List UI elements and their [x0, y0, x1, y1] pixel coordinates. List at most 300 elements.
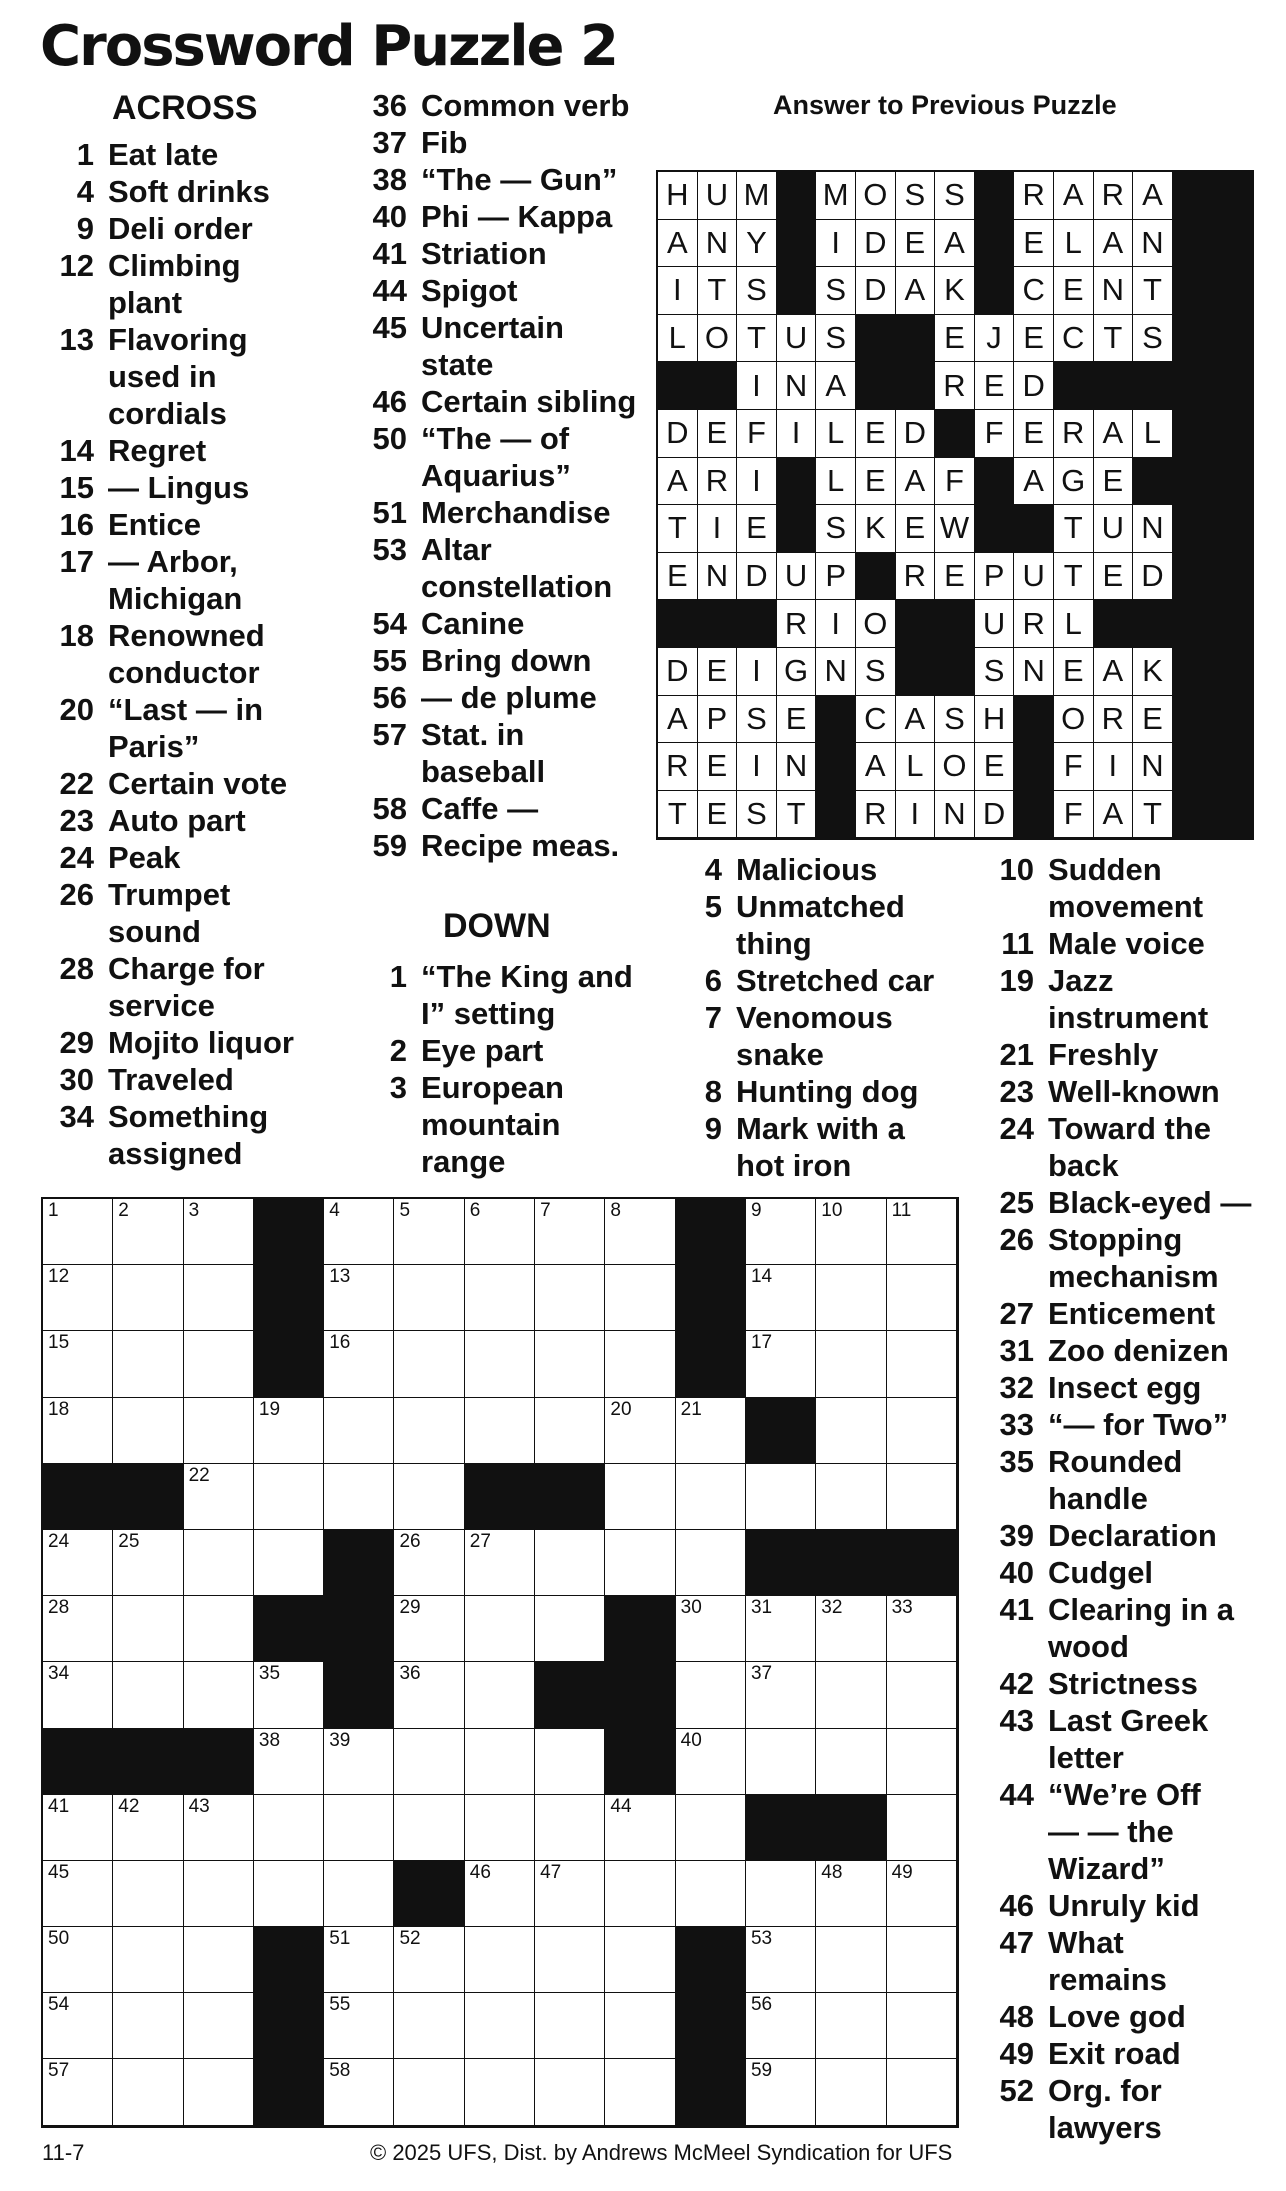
clue-line: [44, 728, 294, 765]
grid-cell[interactable]: [465, 1861, 535, 1927]
clue-text: Mojito liquor: [108, 1025, 294, 1060]
answer-cell: S: [856, 648, 896, 696]
grid-cell[interactable]: [113, 1199, 183, 1265]
clue-line: [672, 1073, 934, 1110]
grid-cell[interactable]: [254, 1729, 324, 1795]
grid-cell[interactable]: [394, 1265, 464, 1331]
answer-black-cell: [1173, 648, 1213, 696]
clue-number: 41: [999, 1592, 1034, 1627]
grid-cell[interactable]: [324, 2059, 394, 2125]
grid-cell[interactable]: [887, 1927, 957, 1993]
grid-cell[interactable]: [324, 1861, 394, 1927]
grid-cell[interactable]: [746, 1331, 816, 1397]
grid-cell[interactable]: [676, 1530, 746, 1596]
clue-number: [357, 457, 407, 494]
grid-cell[interactable]: [43, 2059, 113, 2125]
clue-line: [984, 1369, 1251, 1406]
clue-line: [984, 1998, 1251, 2035]
answer-cell: C: [1014, 267, 1054, 315]
grid-cell[interactable]: [887, 1993, 957, 2059]
grid-cell[interactable]: [676, 1729, 746, 1795]
grid-cell[interactable]: [184, 1927, 254, 1993]
grid-cell[interactable]: [887, 1596, 957, 1662]
grid-cell[interactable]: [746, 1662, 816, 1728]
grid-cell[interactable]: [746, 1199, 816, 1265]
clue-number: 44: [372, 273, 407, 308]
answer-black-cell: [896, 315, 936, 363]
clue-number: 8: [704, 1074, 722, 1109]
grid-cell[interactable]: [254, 1530, 324, 1596]
clue-line: [984, 1184, 1251, 1221]
clue-number: 23: [999, 1074, 1034, 1109]
grid-cell[interactable]: [254, 1662, 324, 1728]
grid-cell[interactable]: [887, 1795, 957, 1861]
answer-black-cell: [658, 600, 698, 648]
answer-cell: D: [737, 553, 777, 601]
grid-cell[interactable]: [324, 1199, 394, 1265]
grid-cell[interactable]: [394, 1199, 464, 1265]
grid-cell[interactable]: [605, 1464, 675, 1530]
grid-cell[interactable]: [746, 1993, 816, 2059]
grid-cell[interactable]: [184, 1464, 254, 1530]
grid-cell[interactable]: [324, 1331, 394, 1397]
grid-cell[interactable]: [324, 1464, 394, 1530]
grid-cell[interactable]: [43, 1331, 113, 1397]
grid-cell[interactable]: [465, 1199, 535, 1265]
grid-cell[interactable]: [43, 1596, 113, 1662]
grid-cell[interactable]: [43, 1398, 113, 1464]
clue-line: [357, 531, 636, 568]
puzzle-id: 11-7: [42, 2140, 85, 2165]
grid-cell[interactable]: [465, 1331, 535, 1397]
answer-cell: T: [658, 791, 698, 839]
clue-number: 15: [59, 470, 94, 505]
answer-cell: C: [856, 696, 896, 744]
clue-line: [357, 457, 636, 494]
cell-number: 16: [329, 1332, 351, 1354]
answer-black-cell: [1212, 410, 1252, 458]
grid-cell[interactable]: [43, 1199, 113, 1265]
grid-cell[interactable]: [394, 1596, 464, 1662]
clue-text: I” setting: [421, 996, 556, 1031]
grid-cell[interactable]: [535, 1331, 605, 1397]
grid-cell[interactable]: [254, 1795, 324, 1861]
answer-black-cell: [1173, 410, 1213, 458]
clue-text: Paris”: [108, 729, 200, 764]
clue-text: Mark with a: [736, 1111, 905, 1146]
clue-text: Trumpet: [108, 877, 231, 912]
clue-text: Certain vote: [108, 766, 288, 801]
grid-cell[interactable]: [535, 1993, 605, 2059]
answer-cell: O: [698, 315, 738, 363]
clue-text: Renowned: [108, 618, 265, 653]
clue-text: Soft drinks: [108, 174, 270, 209]
answer-black-cell: [935, 648, 975, 696]
answer-cell: A: [1133, 172, 1173, 220]
grid-cell[interactable]: [535, 1729, 605, 1795]
grid-cell[interactable]: [324, 1927, 394, 1993]
grid-cell[interactable]: [394, 1331, 464, 1397]
clue-line: [44, 1098, 294, 1135]
clue-line: [984, 1591, 1251, 1628]
grid-cell[interactable]: [465, 1795, 535, 1861]
clue-line: [44, 950, 294, 987]
grid-cell[interactable]: [887, 1398, 957, 1464]
clue-text: constellation: [421, 569, 613, 604]
cell-number: 15: [48, 1332, 70, 1354]
grid-cell[interactable]: [887, 1199, 957, 1265]
grid-cell[interactable]: [254, 1398, 324, 1464]
clue-text: “The — Gun”: [421, 162, 618, 197]
clue-text: Spigot: [421, 273, 518, 308]
grid-cell[interactable]: [184, 1795, 254, 1861]
answer-cell: I: [816, 220, 856, 268]
grid-cell[interactable]: [535, 1927, 605, 1993]
grid-cell[interactable]: [816, 1729, 886, 1795]
grid-cell[interactable]: [113, 1861, 183, 1927]
grid-cell[interactable]: [184, 1861, 254, 1927]
grid-cell[interactable]: [113, 1398, 183, 1464]
clue-text: Eye part: [421, 1033, 544, 1068]
grid-cell[interactable]: [43, 1662, 113, 1728]
grid-cell[interactable]: [605, 1398, 675, 1464]
grid-cell[interactable]: [184, 2059, 254, 2125]
clue-number: 16: [59, 507, 94, 542]
grid-cell[interactable]: [184, 1199, 254, 1265]
clue-line: [984, 1554, 1251, 1591]
answer-black-cell: [1173, 315, 1213, 363]
clue-line: [984, 1776, 1251, 1813]
clue-line: [357, 716, 636, 753]
grid-cell[interactable]: [465, 2059, 535, 2125]
grid-cell[interactable]: [887, 1464, 957, 1530]
answer-cell: E: [935, 315, 975, 363]
grid-cell[interactable]: [605, 1927, 675, 1993]
black-square: [113, 1729, 183, 1795]
grid-cell[interactable]: [746, 1927, 816, 1993]
black-square: [254, 1596, 324, 1662]
answer-cell: E: [737, 505, 777, 553]
clue-text: “The King and: [421, 959, 633, 994]
grid-cell[interactable]: [816, 1265, 886, 1331]
grid-cell[interactable]: [184, 1265, 254, 1331]
clue-text: wood: [1048, 1629, 1129, 1664]
clue-number: 50: [372, 421, 407, 456]
grid-cell[interactable]: [816, 1398, 886, 1464]
clue-line: [672, 925, 934, 962]
grid-cell[interactable]: [676, 1662, 746, 1728]
clue-line: [357, 790, 636, 827]
clue-line: [357, 420, 636, 457]
grid-cell[interactable]: [605, 1993, 675, 2059]
grid-cell[interactable]: [535, 1199, 605, 1265]
grid-cell[interactable]: [605, 2059, 675, 2125]
clue-text: “We’re Off: [1048, 1777, 1201, 1812]
clue-text: Deli order: [108, 211, 253, 246]
clue-number: 6: [704, 963, 722, 998]
answer-black-cell: [816, 743, 856, 791]
clue-line: [984, 1073, 1251, 1110]
grid-cell[interactable]: [465, 1729, 535, 1795]
clue-text: movement: [1048, 889, 1204, 924]
grid-cell[interactable]: [43, 1795, 113, 1861]
grid-cell[interactable]: [746, 1861, 816, 1927]
grid-cell[interactable]: [816, 1199, 886, 1265]
grid-cell[interactable]: [184, 1596, 254, 1662]
clue-number: 10: [999, 852, 1034, 887]
clue-number: 2: [389, 1033, 407, 1068]
clue-text: Bring down: [421, 643, 592, 678]
grid-cell[interactable]: [394, 1464, 464, 1530]
clue-number: [44, 358, 94, 395]
answer-black-cell: [896, 648, 936, 696]
grid-cell[interactable]: [605, 1530, 675, 1596]
answer-cell: E: [698, 410, 738, 458]
clue-text: Canine: [421, 606, 525, 641]
grid-cell[interactable]: [535, 1596, 605, 1662]
grid-cell[interactable]: [605, 1199, 675, 1265]
grid-cell[interactable]: [394, 1927, 464, 1993]
clue-number: 1: [389, 959, 407, 994]
answer-cell: A: [896, 267, 936, 315]
clue-text: Unmatched: [736, 889, 905, 924]
clue-text: Strictness: [1048, 1666, 1198, 1701]
grid-cell[interactable]: [816, 1464, 886, 1530]
grid-cell[interactable]: [887, 1662, 957, 1728]
grid-cell[interactable]: [394, 2059, 464, 2125]
clue-line: [44, 506, 294, 543]
clue-text: Certain sibling: [421, 384, 637, 419]
answer-cell: D: [1014, 362, 1054, 410]
grid-cell[interactable]: [535, 1530, 605, 1596]
black-square: [887, 1530, 957, 1596]
grid-cell[interactable]: [465, 1398, 535, 1464]
down-clues-col3: [984, 851, 1251, 2146]
clue-line: [357, 1143, 633, 1180]
cell-number: 8: [610, 1200, 621, 1221]
grid-cell[interactable]: [676, 1795, 746, 1861]
clue-line: [44, 247, 294, 284]
clue-number: 24: [59, 840, 94, 875]
answer-cell: E: [1014, 315, 1054, 363]
black-square: [676, 1993, 746, 2059]
answer-black-cell: [1094, 600, 1134, 648]
clue-line: [44, 210, 294, 247]
grid-cell[interactable]: [184, 1331, 254, 1397]
grid-cell[interactable]: [535, 1861, 605, 1927]
grid-cell[interactable]: [465, 1265, 535, 1331]
grid-cell[interactable]: [324, 1398, 394, 1464]
cell-number: 35: [258, 1663, 281, 1685]
grid-cell[interactable]: [816, 1861, 886, 1927]
grid-cell[interactable]: [394, 1662, 464, 1728]
grid-cell[interactable]: [535, 2059, 605, 2125]
grid-cell[interactable]: [113, 1530, 183, 1596]
grid-cell[interactable]: [43, 1530, 113, 1596]
answer-black-cell: [1173, 505, 1213, 553]
grid-cell[interactable]: [887, 2059, 957, 2125]
clue-line: [357, 1106, 633, 1143]
answer-black-cell: [896, 600, 936, 648]
clue-line: [357, 124, 636, 161]
answer-cell: K: [1133, 648, 1173, 696]
grid-cell[interactable]: [113, 1331, 183, 1397]
clue-number: [357, 753, 407, 790]
clue-number: 26: [59, 877, 94, 912]
clue-text: Entice: [108, 507, 202, 542]
answer-cell: N: [816, 648, 856, 696]
grid-cell[interactable]: [746, 1265, 816, 1331]
grid-cell[interactable]: [746, 1596, 816, 1662]
answer-cell: I: [698, 505, 738, 553]
grid-cell[interactable]: [394, 1530, 464, 1596]
answer-cell: N: [777, 743, 817, 791]
grid-cell[interactable]: [113, 1795, 183, 1861]
answer-cell: G: [777, 648, 817, 696]
grid-cell[interactable]: [605, 1265, 675, 1331]
grid-cell[interactable]: [184, 1398, 254, 1464]
answer-cell: I: [777, 410, 817, 458]
clue-number: [44, 987, 94, 1024]
answer-black-cell: [1173, 267, 1213, 315]
answer-cell: U: [975, 600, 1015, 648]
answer-cell: S: [816, 267, 856, 315]
grid-cell[interactable]: [324, 1729, 394, 1795]
grid-cell[interactable]: [184, 1993, 254, 2059]
grid-cell[interactable]: [676, 1596, 746, 1662]
clue-number: 35: [999, 1444, 1034, 1479]
grid-cell[interactable]: [113, 1993, 183, 2059]
grid-cell[interactable]: [394, 1729, 464, 1795]
grid-cell[interactable]: [465, 1927, 535, 1993]
grid-cell[interactable]: [394, 1795, 464, 1861]
grid-cell[interactable]: [676, 1398, 746, 1464]
grid-cell[interactable]: [676, 1464, 746, 1530]
clue-line: [44, 395, 294, 432]
grid-cell[interactable]: [113, 1596, 183, 1662]
grid-cell[interactable]: [746, 2059, 816, 2125]
black-square: [746, 1398, 816, 1464]
grid-cell[interactable]: [816, 1331, 886, 1397]
clue-text: range: [421, 1144, 506, 1179]
grid-cell[interactable]: [887, 1729, 957, 1795]
grid-cell[interactable]: [184, 1530, 254, 1596]
black-square: [676, 1331, 746, 1397]
clue-text: mountain: [421, 1107, 561, 1142]
grid-cell[interactable]: [816, 2059, 886, 2125]
answer-black-cell: [1014, 505, 1054, 553]
clue-text: Regret: [108, 433, 207, 468]
answer-cell: I: [1094, 743, 1134, 791]
grid-cell[interactable]: [113, 1265, 183, 1331]
cell-number: 39: [329, 1729, 351, 1751]
grid-cell[interactable]: [816, 1993, 886, 2059]
clue-text: Well-known: [1048, 1074, 1220, 1109]
answer-cell: N: [698, 553, 738, 601]
grid-cell[interactable]: [816, 1927, 886, 1993]
grid-cell[interactable]: [43, 1993, 113, 2059]
grid-cell[interactable]: [394, 1398, 464, 1464]
grid-cell[interactable]: [113, 1927, 183, 1993]
grid-cell[interactable]: [535, 1398, 605, 1464]
grid-cell[interactable]: [113, 2059, 183, 2125]
clue-line: [44, 1135, 294, 1172]
clue-number: 3: [389, 1070, 407, 1105]
grid-cell[interactable]: [324, 1795, 394, 1861]
grid-cell[interactable]: [746, 1464, 816, 1530]
clue-line: [984, 2035, 1251, 2072]
grid-cell[interactable]: [887, 1265, 957, 1331]
cell-number: 20: [610, 1398, 632, 1420]
clue-line: [357, 642, 636, 679]
grid-cell[interactable]: [887, 1331, 957, 1397]
clue-number: [984, 1961, 1034, 1998]
clue-number: 9: [704, 1111, 722, 1146]
grid-cell[interactable]: [43, 1927, 113, 1993]
answer-cell: E: [1133, 696, 1173, 744]
black-square: [254, 1927, 324, 1993]
grid-cell[interactable]: [113, 1662, 183, 1728]
grid-cell[interactable]: [465, 1662, 535, 1728]
grid-cell[interactable]: [465, 1993, 535, 2059]
answer-cell: F: [1054, 791, 1094, 839]
grid-cell[interactable]: [605, 1861, 675, 1927]
clue-number: 46: [372, 384, 407, 419]
clue-text: conductor: [108, 655, 260, 690]
grid-cell[interactable]: [887, 1861, 957, 1927]
answer-black-cell: [698, 362, 738, 410]
grid-cell[interactable]: [254, 1861, 324, 1927]
clue-line: [357, 272, 636, 309]
cell-number: 44: [610, 1795, 632, 1817]
grid-cell[interactable]: [43, 1861, 113, 1927]
clue-number: 56: [372, 680, 407, 715]
grid-cell[interactable]: [254, 1464, 324, 1530]
answer-cell: U: [698, 172, 738, 220]
grid-cell[interactable]: [465, 1530, 535, 1596]
grid-cell[interactable]: [535, 1795, 605, 1861]
black-square: [605, 1662, 675, 1728]
grid-cell[interactable]: [816, 1596, 886, 1662]
grid-cell[interactable]: [535, 1265, 605, 1331]
cell-number: 41: [48, 1795, 70, 1817]
grid-cell[interactable]: [324, 1993, 394, 2059]
answer-cell: L: [816, 458, 856, 506]
grid-cell[interactable]: [676, 1861, 746, 1927]
grid-cell[interactable]: [605, 1795, 675, 1861]
clue-number: [44, 395, 94, 432]
answer-black-cell: [1212, 791, 1252, 839]
clue-text: plant: [108, 285, 183, 320]
grid-cell[interactable]: [746, 1729, 816, 1795]
cell-number: 43: [188, 1795, 210, 1817]
grid-cell[interactable]: [816, 1662, 886, 1728]
answer-cell: I: [737, 362, 777, 410]
cell-number: 46: [469, 1861, 491, 1883]
grid-cell[interactable]: [605, 1331, 675, 1397]
clue-line: [44, 802, 294, 839]
grid-cell[interactable]: [43, 1265, 113, 1331]
grid-cell[interactable]: [324, 1265, 394, 1331]
clue-line: [44, 691, 294, 728]
crossword-grid: [41, 1197, 959, 2128]
clue-line: [44, 432, 294, 469]
grid-cell[interactable]: [394, 1993, 464, 2059]
answer-cell: E: [896, 505, 936, 553]
grid-cell[interactable]: [184, 1662, 254, 1728]
clue-text: Auto part: [108, 803, 246, 838]
grid-cell[interactable]: [465, 1596, 535, 1662]
